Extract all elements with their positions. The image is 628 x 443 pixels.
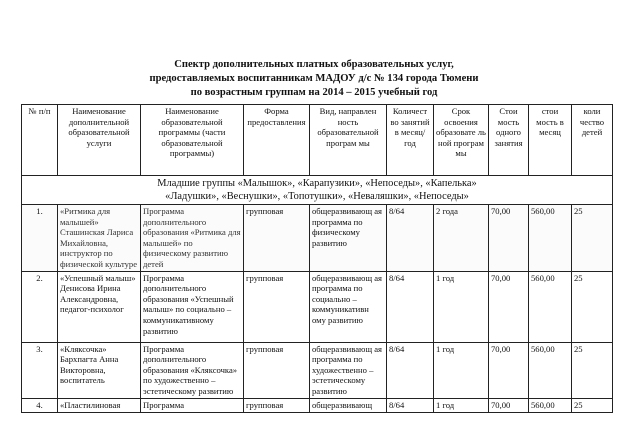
table-row — [22, 205, 613, 272]
group-header-row — [22, 176, 613, 205]
cell-num: 1. — [22, 205, 58, 272]
header-children: коли чество детей — [572, 105, 613, 176]
cell-num: 4. — [22, 398, 58, 412]
cell-program: Программа дополнительного образования «Кляксочка» по художественно – эстетическому развитию — [141, 342, 244, 398]
header-cost-month: стои мость в месяц — [529, 105, 572, 176]
cell-kind: общеразвивающ ая программа по физическому развитию — [310, 205, 387, 272]
title-line-2: предоставляемых воспитанникам МАДОУ д/с № 134 города Тюмени — [149, 73, 479, 84]
header-service: Наименование дополнительной образовательной услуги — [58, 105, 141, 176]
title-line-1: Спектр дополнительных платных образовательных услуг, — [174, 59, 454, 70]
cell-kind: общеразвивающ — [310, 398, 387, 412]
table-header-row — [22, 105, 613, 176]
cell-count: 8/64 — [387, 271, 434, 342]
header-form: Форма предоставления — [244, 105, 310, 176]
table-row — [22, 398, 613, 412]
header-program: Наименование образовательной программы (части образовательной программы) — [141, 105, 244, 176]
cell-kind: общеразвивающ ая программа по художественно – эстетическому развитию — [310, 342, 387, 398]
group-header-line-2: «Ладушки», «Веснушки», «Топотушки», «Неваляшки», «Непоседы» — [165, 191, 469, 202]
cell-children: 25 — [572, 271, 613, 342]
cell-count: 8/64 — [387, 205, 434, 272]
header-num: № п/п — [22, 105, 58, 176]
cell-program: Программа дополнительного образования «Ритмика для малышей» по физическому развитию детей — [141, 205, 244, 272]
cell-term: 1 год — [434, 271, 489, 342]
cell-cost-lesson: 70,00 — [489, 342, 529, 398]
document-title — [0, 58, 628, 100]
cell-cost-month: 560,00 — [529, 205, 572, 272]
cell-count: 8/64 — [387, 342, 434, 398]
cell-children: 25 — [572, 205, 613, 272]
group-header-cell — [22, 176, 613, 205]
cell-children: 25 — [572, 398, 613, 412]
cell-term: 1 год — [434, 342, 489, 398]
title-line-3: по возрастным группам на 2014 – 2015 учебный год — [190, 87, 438, 98]
cell-form: групповая — [244, 398, 310, 412]
cell-num: 2. — [22, 271, 58, 342]
cell-term: 1 год — [434, 398, 489, 412]
cell-children: 25 — [572, 342, 613, 398]
cell-cost-month: 560,00 — [529, 342, 572, 398]
cell-program: Программа дополнительного образования «Успешный малыш» по социально – коммуникативному развитию — [141, 271, 244, 342]
group-header-line-1: Младшие группы «Малышок», «Карапузики», «Непоседы», «Капелька» — [157, 178, 477, 189]
header-cost-lesson: Стои мость одного занятия — [489, 105, 529, 176]
cell-cost-month: 560,00 — [529, 271, 572, 342]
cell-cost-lesson: 70,00 — [489, 271, 529, 342]
header-kind: Вид, направлен ность образовательной програм мы — [310, 105, 387, 176]
cell-form: групповая — [244, 271, 310, 342]
cell-service: «Пластилиновая — [58, 398, 141, 412]
cell-service: «Кляксочка» Бархпагта Анна Викторовна, воспитатель — [58, 342, 141, 398]
table-row — [22, 342, 613, 398]
cell-cost-lesson: 70,00 — [489, 205, 529, 272]
cell-service: «Ритмика для малышей» Сташинская Лариса Михайловна, инструктор по физической культуре — [58, 205, 141, 272]
cell-term: 2 года — [434, 205, 489, 272]
cell-cost-lesson: 70,00 — [489, 398, 529, 412]
cell-service: «Успешный малыш» Денисова Ирина Александровна, педагог-психолог — [58, 271, 141, 342]
cell-cost-month: 560,00 — [529, 398, 572, 412]
table-row — [22, 271, 613, 342]
cell-form: групповая — [244, 342, 310, 398]
header-term: Срок освоения образовате ль ной програм мы — [434, 105, 489, 176]
cell-kind: общеразвивающ ая программа по социально – коммуникативн ому развитию — [310, 271, 387, 342]
cell-form: групповая — [244, 205, 310, 272]
services-table — [21, 104, 613, 413]
header-count: Количест во занятий в месяц/год — [387, 105, 434, 176]
cell-program: Программа — [141, 398, 244, 412]
cell-count: 8/64 — [387, 398, 434, 412]
cell-num: 3. — [22, 342, 58, 398]
